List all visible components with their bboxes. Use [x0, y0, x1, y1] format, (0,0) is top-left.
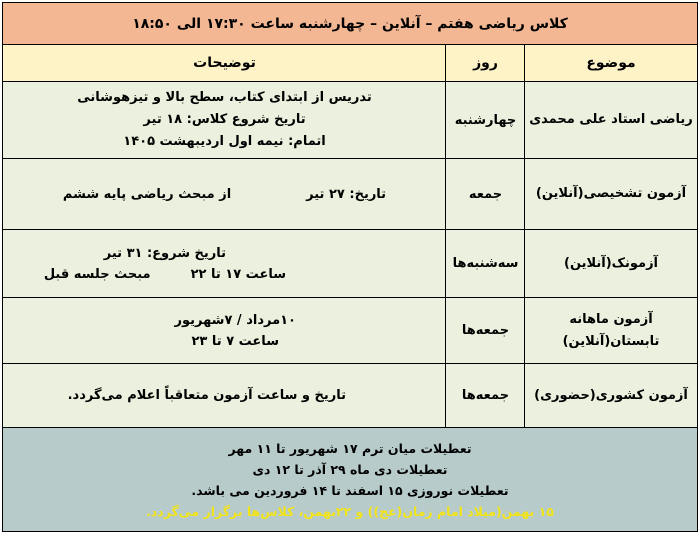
column-divider — [445, 45, 446, 428]
row-notes — [3, 364, 446, 427]
note-line: اتمام: نیمه اول اردیبهشت ۱۴۰۵ — [123, 134, 326, 149]
row-topic — [525, 298, 697, 363]
row-notes — [3, 82, 446, 158]
note-line: تاریخ و ساعت آزمون متعاقباً اعلام می‌گردد. — [67, 388, 346, 403]
row-notes — [3, 159, 446, 229]
note-line: مبحث جلسه قبل — [43, 266, 151, 282]
note-line: تدریس از ابتدای کتاب، سطح بالا و تیزهوشانی — [77, 90, 372, 105]
table-row — [3, 82, 697, 159]
topic-text: آزمون کشوری(حضوری) — [534, 387, 688, 403]
topic-text: ریاضی استاد علی محمدی — [529, 112, 693, 127]
note-line: ساعت ۱۷ تا ۲۲ — [190, 266, 286, 282]
row-day: سه‌شنبه‌ها — [452, 256, 519, 271]
row-day: جمعه — [468, 186, 503, 202]
note-line: ۱۰مرداد / ۷شهریور — [174, 312, 296, 328]
footer-line: تعطیلات میان ترم ۱۷ شهریور تا ۱۱ مهر — [228, 440, 472, 456]
row-topic — [525, 159, 697, 229]
table-row — [3, 230, 697, 298]
header-topic: موضوع — [525, 45, 697, 82]
holidays-footer — [3, 428, 697, 531]
row-notes — [3, 230, 446, 297]
topic-text: آزمونک(آنلاین) — [564, 255, 659, 271]
table-row — [3, 159, 697, 230]
table-row — [3, 298, 697, 364]
row-topic — [525, 230, 697, 297]
note-line: از مبحث ریاضی پایه ششم — [62, 186, 232, 202]
topic-text: تابستان(آنلاین) — [562, 333, 660, 349]
note-line: تاریخ: ۲۷ تیر — [306, 186, 387, 202]
footer-line: تعطیلات نوروزی ۱۵ اسفند تا ۱۴ فروردین می باشد. — [191, 482, 509, 498]
row-day: جمعه‌ها — [461, 323, 510, 338]
row-topic — [525, 82, 697, 158]
table-title: کلاس ریاضی هفتم – آنلاین – چهارشنبه ساعت ۱۷:۳۰ الی ۱۸:۵۰ — [3, 3, 697, 45]
schedule-table — [2, 2, 698, 532]
header-notes: توضیحات — [3, 45, 446, 82]
row-day: جمعه‌ها — [461, 388, 510, 403]
topic-text: آزمون ماهانه — [569, 311, 653, 327]
note-line: ساعت ۷ تا ۲۳ — [191, 333, 279, 349]
column-divider — [524, 45, 525, 428]
row-topic — [525, 364, 697, 427]
note-line: تاریخ شروع: ۳۱ تیر — [103, 245, 227, 261]
row-day: چهارشنبه — [454, 112, 517, 128]
topic-text: آزمون تشخیصی(آنلاین) — [535, 186, 687, 201]
footer-highlight: ۱۵ بهمن(میلاد امام زمان(عج)) و ۲۲بهمن، کلاس‌ها برگزار می‌گردد. — [146, 503, 554, 519]
row-notes — [3, 298, 446, 363]
footer-line: تعطیلات دی ماه ۲۹ آذر تا ۱۲ دی — [252, 461, 448, 477]
table-row — [3, 364, 697, 428]
note-line: تاریخ شروع کلاس: ۱۸ تیر — [143, 112, 306, 127]
header-day: روز — [446, 45, 525, 82]
